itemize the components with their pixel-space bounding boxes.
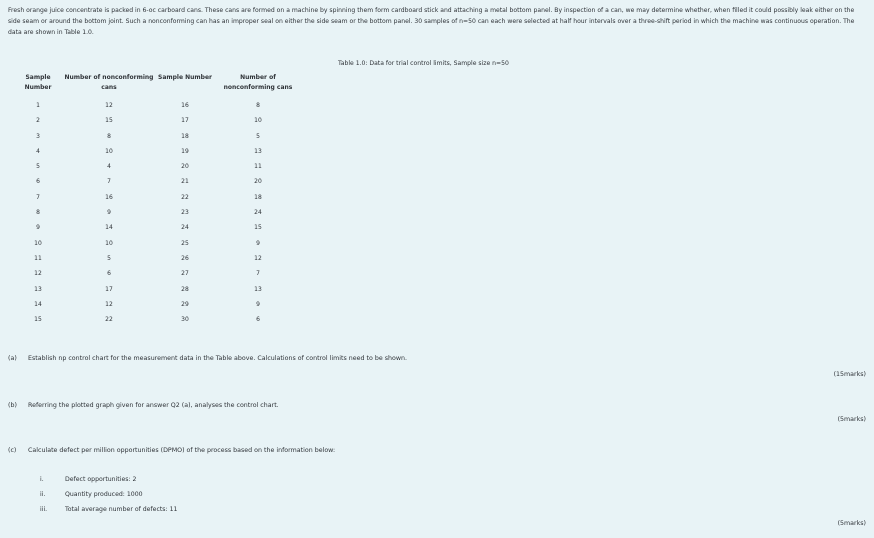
item-number: i. <box>40 476 44 483</box>
nonconforming-cell: 11 <box>254 163 262 171</box>
nonconforming-cell: 6 <box>107 270 111 278</box>
nonconforming-cell: 22 <box>105 316 113 324</box>
sample-number-cell: 12 <box>34 270 42 278</box>
question-c <box>8 447 335 454</box>
question-a-text: Establish np control chart for the measurement data in the Table above. Calculations of control limits need to be shown. <box>28 355 407 362</box>
sample-number-cell: 8 <box>36 209 40 217</box>
header-sample-number-2: Sample Number <box>158 74 212 81</box>
sample-number-cell: 23 <box>181 209 189 217</box>
nonconforming-cell: 9 <box>107 209 111 217</box>
nonconforming-cell: 8 <box>256 102 260 109</box>
question-c-marks: (5marks) <box>837 520 866 527</box>
nonconforming-cell: 7 <box>107 178 111 186</box>
question-a-label: (a) <box>8 355 17 362</box>
nonconforming-cell: 18 <box>254 193 262 201</box>
nonconforming-cell: 6 <box>256 316 260 324</box>
nonconforming-cell: 7 <box>256 270 260 278</box>
table-row <box>14 129 302 144</box>
nonconforming-cell: 12 <box>105 300 113 308</box>
sample-number-cell: 5 <box>36 163 40 171</box>
nonconforming-cell: 13 <box>254 147 262 155</box>
nonconforming-cell: 16 <box>105 193 113 201</box>
table-row <box>14 266 302 281</box>
intro-paragraph: Fresh orange juice concentrate is packed in 6-oc carboard cans. These cans are formed on a machine by spinning them form cardboard stick and attaching a metal bottom panel. By inspection of a can, we may determine whether, when filled it could possibly leak either on the side seam or around the bottom joint. Such a nonconforming can has an improper seal on either the side seam or the bottom panel. 30 samples of n=50 can each were selected at half hour intervals over a three-shift period in which the machine was continuous operation. The data are shown in Table 1.0. <box>8 7 855 36</box>
question-c-label: (c) <box>8 447 17 454</box>
question-b-text: Referring the plotted graph given for answer Q2 (a), analyses the control chart. <box>28 402 279 409</box>
question-a <box>8 355 407 362</box>
sample-number-cell: 15 <box>34 316 42 324</box>
sample-number-cell: 25 <box>181 239 189 247</box>
table-row <box>14 205 302 220</box>
table-row <box>14 312 302 327</box>
table-header-row <box>14 73 302 98</box>
table-row <box>14 282 302 297</box>
sample-number-cell: 14 <box>34 300 42 308</box>
sample-number-cell: 17 <box>181 117 189 125</box>
nonconforming-cell: 17 <box>105 285 113 293</box>
sample-number-cell: 21 <box>181 178 189 186</box>
nonconforming-cell: 15 <box>254 224 262 232</box>
sample-number-cell: 4 <box>36 147 40 155</box>
nonconforming-cell: 13 <box>254 285 262 293</box>
sample-number-cell: 20 <box>181 163 189 171</box>
data-table <box>14 73 302 327</box>
sample-number-cell: 3 <box>36 132 40 140</box>
nonconforming-cell: 20 <box>254 178 262 186</box>
table-row <box>14 159 302 174</box>
nonconforming-cell: 12 <box>254 254 262 262</box>
nonconforming-cell: 24 <box>254 209 262 217</box>
sample-number-cell: 6 <box>36 178 40 186</box>
nonconforming-cell: 10 <box>254 117 262 125</box>
question-c-item-1 <box>40 476 136 483</box>
table-row <box>14 236 302 251</box>
table-row <box>14 174 302 189</box>
table-row <box>14 251 302 266</box>
sample-number-cell: 19 <box>181 147 189 155</box>
header-nonconforming: Number of nonconforming cans <box>64 74 154 91</box>
sample-number-cell: 10 <box>34 239 42 247</box>
table-row <box>14 220 302 235</box>
nonconforming-cell: 14 <box>105 224 113 232</box>
question-b-label: (b) <box>8 402 17 409</box>
nonconforming-cell: 10 <box>105 147 113 155</box>
sample-number-cell: 27 <box>181 270 189 278</box>
item-text: Total average number of defects: 11 <box>65 506 178 513</box>
header-sample-number: Sample Number <box>24 74 52 91</box>
sample-number-cell: 30 <box>181 316 189 324</box>
item-number: iii. <box>40 506 48 513</box>
sample-number-cell: 2 <box>36 117 40 125</box>
nonconforming-cell: 12 <box>105 102 113 109</box>
sample-number-cell: 13 <box>34 285 42 293</box>
item-number: ii. <box>40 491 46 498</box>
sample-number-cell: 11 <box>34 254 42 262</box>
sample-number-cell: 16 <box>181 102 189 109</box>
sample-number-cell: 26 <box>181 254 189 262</box>
question-c-item-2 <box>40 491 143 498</box>
sample-number-cell: 9 <box>36 224 40 232</box>
table-row <box>14 190 302 205</box>
nonconforming-cell: 10 <box>105 239 113 247</box>
item-text: Quantity produced: 1000 <box>65 491 143 498</box>
nonconforming-cell: 4 <box>107 163 111 171</box>
table-caption: Table 1.0: Data for trial control limits, Sample size n=50 <box>338 60 509 67</box>
table-row <box>14 113 302 128</box>
nonconforming-cell: 9 <box>256 239 260 247</box>
nonconforming-cell: 15 <box>105 117 113 125</box>
sample-number-cell: 1 <box>36 102 40 109</box>
sample-number-cell: 28 <box>181 285 189 293</box>
nonconforming-cell: 5 <box>107 254 111 262</box>
sample-number-cell: 22 <box>181 193 189 201</box>
question-b-marks: (5marks) <box>837 416 866 423</box>
sample-number-cell: 18 <box>181 132 189 140</box>
nonconforming-cell: 8 <box>107 132 111 140</box>
header-nonconforming-2: Number of nonconforming cans <box>223 74 293 91</box>
question-c-item-3 <box>40 506 177 513</box>
question-c-text: Calculate defect per million opportunities (DPMO) of the process based on the information below: <box>28 447 336 454</box>
table-row <box>14 144 302 159</box>
table-row <box>14 297 302 312</box>
nonconforming-cell: 9 <box>256 300 260 308</box>
table-row <box>14 98 302 113</box>
question-a-marks: (15marks) <box>833 371 866 378</box>
sample-number-cell: 24 <box>181 224 189 232</box>
item-text: Defect opportunities: 2 <box>65 476 137 483</box>
sample-number-cell: 29 <box>181 300 189 308</box>
question-b <box>8 402 279 409</box>
nonconforming-cell: 5 <box>256 132 260 140</box>
sample-number-cell: 7 <box>36 193 40 201</box>
